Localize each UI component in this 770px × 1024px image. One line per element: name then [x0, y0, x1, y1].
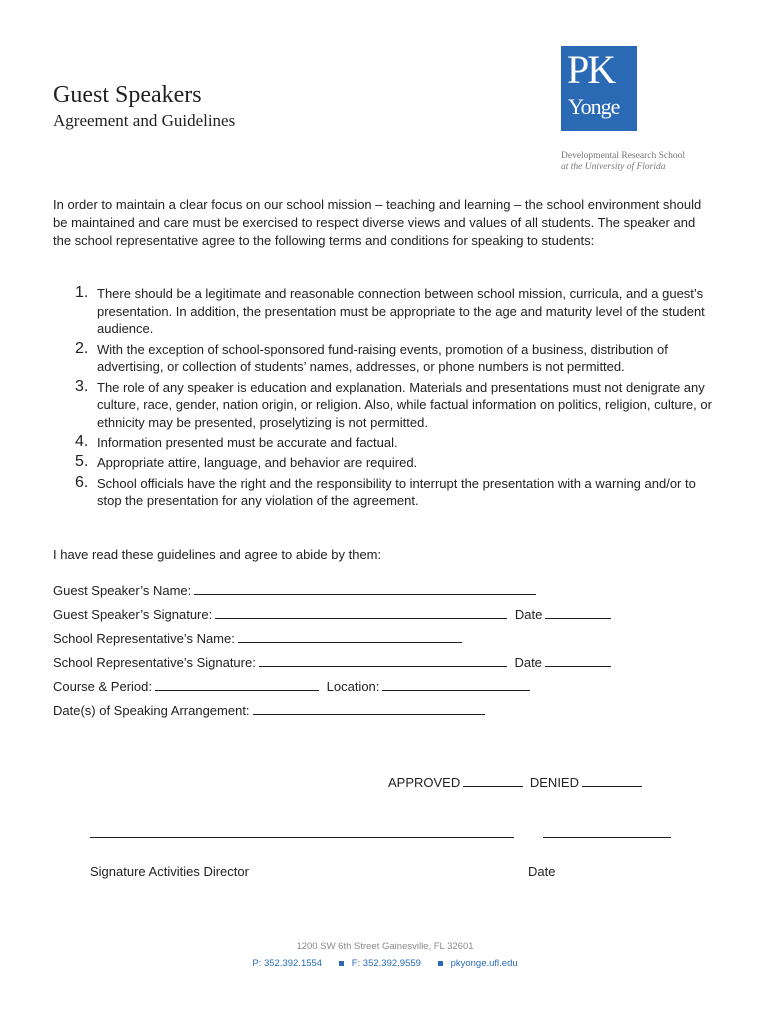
speaker-signature-row — [53, 606, 611, 622]
rep-signature-label: School Representative’s Signature: — [53, 655, 256, 670]
rule-item — [53, 434, 713, 452]
logo-pk-text: PK — [567, 47, 615, 92]
rep-name-row — [53, 630, 462, 646]
rule-number: 5. — [75, 453, 89, 471]
rep-signature-row — [53, 654, 611, 670]
date-label: Date — [514, 655, 542, 670]
speaker-name-field[interactable] — [194, 582, 536, 595]
footer-contact — [0, 958, 770, 969]
denied-field[interactable] — [582, 774, 642, 787]
location-field[interactable] — [382, 678, 530, 691]
date-label: Date — [514, 607, 543, 622]
rep-name-field[interactable] — [238, 630, 462, 643]
director-signature-label: Signature Activities Director — [90, 864, 249, 879]
director-signature-line[interactable] — [90, 837, 514, 838]
rep-name-label: School Representative’s Name: — [53, 631, 235, 646]
pk-yonge-logo — [561, 46, 637, 131]
speaker-name-label: Guest Speaker’s Name: — [53, 583, 192, 598]
director-date-line[interactable] — [543, 837, 671, 838]
rule-item — [53, 475, 713, 510]
footer-address: 1200 SW 6th Street Gainesville, FL 32601 — [296, 941, 474, 952]
footer-phone: P: 352.392.1554 — [252, 958, 323, 969]
document-title: Guest Speakers — [53, 82, 202, 108]
rule-number: 2. — [75, 339, 89, 357]
speaking-dates-row — [53, 702, 485, 718]
rule-number: 1. — [75, 284, 89, 301]
approved-field[interactable] — [463, 774, 523, 787]
logo-caption — [561, 151, 685, 173]
director-date-label: Date — [528, 864, 556, 879]
speaker-signature-label: Guest Speaker’s Signature: — [53, 607, 213, 622]
approved-label: APPROVED — [388, 775, 461, 790]
speaking-dates-field[interactable] — [253, 702, 485, 715]
rule-text: Appropriate attire, language, and behavior are required. — [97, 455, 418, 471]
rule-item — [53, 379, 713, 432]
logo-yonge-text: Yonge — [568, 94, 620, 119]
rule-text: With the exception of school-sponsored fund-raising events, promotion of a business, distribution of advertising, or collection of students’ names, addresses, or phone numbers is not permitted. — [97, 341, 668, 375]
bullet-square-icon — [339, 961, 344, 966]
agreement-statement: I have read these guidelines and agree to abide by them: — [53, 547, 382, 562]
course-location-row — [53, 678, 530, 694]
speaker-name-row — [53, 582, 536, 598]
location-label: Location: — [326, 679, 380, 694]
speaking-dates-label: Date(s) of Speaking Arrangement: — [53, 703, 250, 718]
rule-number: 3. — [75, 377, 89, 395]
rule-number: 6. — [75, 473, 89, 491]
bullet-square-icon — [438, 961, 443, 966]
document-subtitle: Agreement and Guidelines — [53, 111, 236, 130]
rep-date-field[interactable] — [545, 654, 611, 667]
rule-text: The role of any speaker is education and explanation. Materials and presentations must not denigrate any culture, race, gender, nation origin, or religion. Also, while factual information on politics, religion, culture, or ethnicity may be presented, proselytizing is not permitted. — [97, 379, 712, 430]
rule-item — [53, 285, 713, 338]
rep-signature-field[interactable] — [259, 654, 507, 667]
rule-text: There should be a legitimate and reasonable connection between school mission, curricula, and a guest’s presentation. In addition, the presentation must be appropriate to the age and maturity level of the student audience. — [97, 286, 705, 337]
rule-number: 4. — [75, 433, 89, 451]
rule-text: School officials have the right and the responsibility to interrupt the presentation with a warning and/or to stop the presentation for any violation of the agreement. — [97, 475, 696, 509]
speaker-signature-field[interactable] — [215, 606, 507, 619]
rule-item — [53, 341, 713, 376]
course-period-field[interactable] — [155, 678, 319, 691]
course-period-label: Course & Period: — [53, 679, 152, 694]
rule-text: Information presented must be accurate and factual. — [97, 435, 398, 451]
approval-row — [388, 774, 642, 790]
rule-item — [53, 454, 713, 472]
speaker-date-field[interactable] — [545, 606, 611, 619]
logo-caption-line2: at the University of Florida — [561, 162, 666, 172]
denied-label: DENIED — [529, 775, 579, 790]
footer-fax: F: 352.392.9559 — [351, 958, 421, 969]
footer-website[interactable]: pkyonge.ufl.edu — [450, 958, 518, 969]
logo-caption-line1: Developmental Research School — [561, 151, 685, 161]
rules-list — [53, 285, 713, 512]
intro-paragraph: In order to maintain a clear focus on our school mission – teaching and learning – the school environment should be maintained and care must be exercised to respect diverse views and values of all students. The speaker and the school representative agree to the following terms and conditions for speaking to students: — [53, 197, 702, 248]
